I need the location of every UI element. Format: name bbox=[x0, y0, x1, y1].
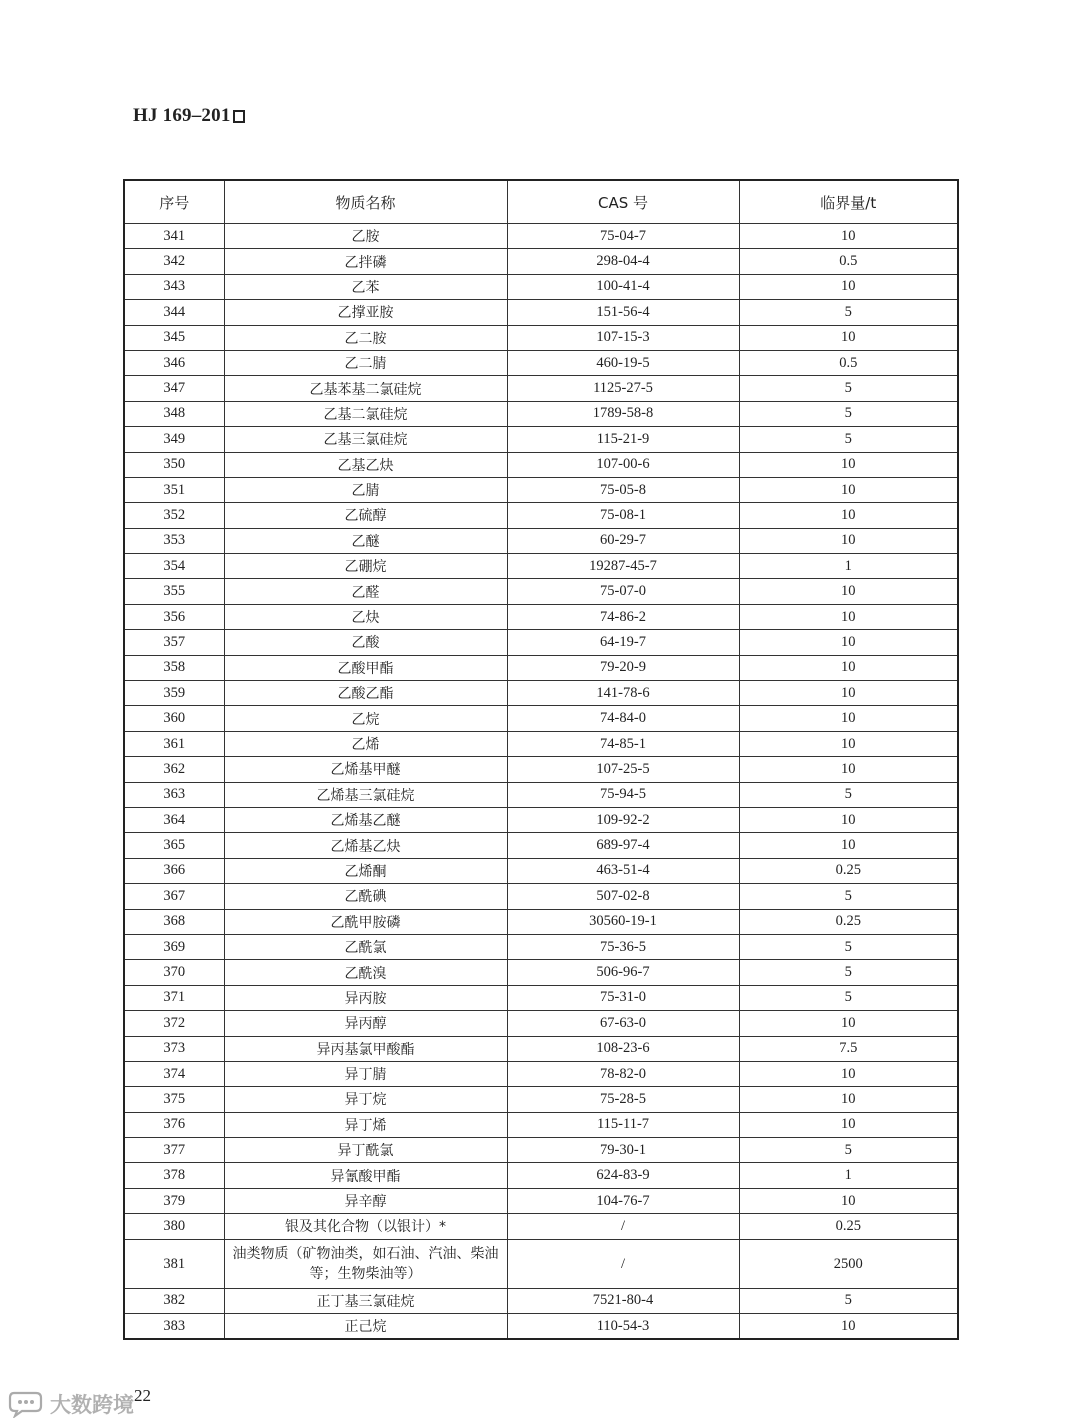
cell-cas-number: 115-11-7 bbox=[507, 1112, 739, 1137]
cell-cas-number: 1789-58-8 bbox=[507, 401, 739, 426]
cell-substance-name: 正丁基三氯硅烷 bbox=[224, 1288, 507, 1313]
cell-serial-number: 347 bbox=[124, 376, 224, 401]
table-row bbox=[124, 376, 958, 401]
table-row bbox=[124, 477, 958, 502]
cell-serial-number: 370 bbox=[124, 960, 224, 985]
table-row bbox=[124, 325, 958, 350]
cell-serial-number: 378 bbox=[124, 1163, 224, 1188]
cell-serial-number: 360 bbox=[124, 706, 224, 731]
cell-substance-name: 乙酰碘 bbox=[224, 884, 507, 909]
cell-cas-number: 75-07-0 bbox=[507, 579, 739, 604]
cell-cas-number: 107-00-6 bbox=[507, 452, 739, 477]
table-row bbox=[124, 960, 958, 985]
cell-threshold-quantity: 10 bbox=[739, 274, 958, 299]
cell-substance-name: 乙基三氯硅烷 bbox=[224, 427, 507, 452]
cell-cas-number: 689-97-4 bbox=[507, 833, 739, 858]
cell-threshold-quantity: 10 bbox=[739, 477, 958, 502]
cell-serial-number: 380 bbox=[124, 1214, 224, 1239]
cell-threshold-quantity: 10 bbox=[739, 1112, 958, 1137]
cell-cas-number: 624-83-9 bbox=[507, 1163, 739, 1188]
cell-substance-name: 异辛醇 bbox=[224, 1188, 507, 1213]
cell-threshold-quantity: 5 bbox=[739, 985, 958, 1010]
cell-serial-number: 374 bbox=[124, 1061, 224, 1086]
cell-serial-number: 364 bbox=[124, 807, 224, 832]
cell-threshold-quantity: 0.25 bbox=[739, 858, 958, 883]
cell-cas-number: 75-36-5 bbox=[507, 934, 739, 959]
table-row bbox=[124, 528, 958, 553]
table-row bbox=[124, 503, 958, 528]
cell-cas-number: 74-84-0 bbox=[507, 706, 739, 731]
cell-serial-number: 348 bbox=[124, 401, 224, 426]
cell-substance-name: 乙烷 bbox=[224, 706, 507, 731]
cell-serial-number: 369 bbox=[124, 934, 224, 959]
document-code bbox=[133, 105, 245, 127]
page-number: 22 bbox=[134, 1386, 151, 1405]
cell-cas-number: 75-94-5 bbox=[507, 782, 739, 807]
cell-threshold-quantity: 5 bbox=[739, 1288, 958, 1313]
cell-threshold-quantity: 10 bbox=[739, 630, 958, 655]
cell-serial-number: 379 bbox=[124, 1188, 224, 1213]
cell-substance-name: 异丁烯 bbox=[224, 1112, 507, 1137]
table-row bbox=[124, 1163, 958, 1188]
cell-cas-number: / bbox=[507, 1214, 739, 1239]
cell-threshold-quantity: 0.25 bbox=[739, 909, 958, 934]
watermark bbox=[8, 1389, 134, 1419]
cell-threshold-quantity: 10 bbox=[739, 1061, 958, 1086]
cell-serial-number: 344 bbox=[124, 300, 224, 325]
cell-substance-name: 乙拌磷 bbox=[224, 249, 507, 274]
cell-threshold-quantity: 0.5 bbox=[739, 249, 958, 274]
cell-substance-name: 乙二腈 bbox=[224, 350, 507, 375]
cell-substance-name: 异丁腈 bbox=[224, 1061, 507, 1086]
cell-serial-number: 383 bbox=[124, 1314, 224, 1340]
cell-threshold-quantity: 5 bbox=[739, 1138, 958, 1163]
cell-serial-number: 382 bbox=[124, 1288, 224, 1313]
cell-substance-name: 乙酸乙酯 bbox=[224, 681, 507, 706]
cell-substance-name: 乙酰甲胺磷 bbox=[224, 909, 507, 934]
table-row bbox=[124, 1061, 958, 1086]
cell-serial-number: 356 bbox=[124, 604, 224, 629]
cell-threshold-quantity: 5 bbox=[739, 884, 958, 909]
cell-threshold-quantity: 1 bbox=[739, 1163, 958, 1188]
table-row bbox=[124, 427, 958, 452]
cell-substance-name: 乙烯酮 bbox=[224, 858, 507, 883]
cell-cas-number: 78-82-0 bbox=[507, 1061, 739, 1086]
table-row bbox=[124, 731, 958, 756]
cell-cas-number: 19287-45-7 bbox=[507, 554, 739, 579]
cell-substance-name: 乙硫醇 bbox=[224, 503, 507, 528]
cell-substance-name: 乙胺 bbox=[224, 224, 507, 249]
cell-serial-number: 351 bbox=[124, 477, 224, 502]
table-row bbox=[124, 630, 958, 655]
cell-serial-number: 366 bbox=[124, 858, 224, 883]
cell-cas-number: 67-63-0 bbox=[507, 1011, 739, 1036]
document-code-text: HJ 169–201 bbox=[133, 105, 231, 126]
cell-substance-name: 异丙基氯甲酸酯 bbox=[224, 1036, 507, 1061]
cell-serial-number: 363 bbox=[124, 782, 224, 807]
cell-serial-number: 346 bbox=[124, 350, 224, 375]
cell-serial-number: 368 bbox=[124, 909, 224, 934]
column-header-name: 物质名称 bbox=[224, 180, 507, 224]
column-header-quantity: 临界量/t bbox=[739, 180, 958, 224]
cell-serial-number: 343 bbox=[124, 274, 224, 299]
cell-cas-number: 507-02-8 bbox=[507, 884, 739, 909]
cell-substance-name: 银及其化合物（以银计）* bbox=[224, 1214, 507, 1239]
cell-cas-number: 30560-19-1 bbox=[507, 909, 739, 934]
table-row bbox=[124, 452, 958, 477]
table-body bbox=[124, 224, 958, 1340]
table-row bbox=[124, 249, 958, 274]
table-header-row bbox=[124, 180, 958, 224]
cell-substance-name: 乙腈 bbox=[224, 477, 507, 502]
cell-threshold-quantity: 5 bbox=[739, 401, 958, 426]
cell-cas-number: 107-15-3 bbox=[507, 325, 739, 350]
cell-serial-number: 357 bbox=[124, 630, 224, 655]
cell-serial-number: 362 bbox=[124, 757, 224, 782]
cell-substance-name: 异氰酸甲酯 bbox=[224, 1163, 507, 1188]
cell-threshold-quantity: 10 bbox=[739, 1087, 958, 1112]
cell-threshold-quantity: 10 bbox=[739, 1011, 958, 1036]
cell-threshold-quantity: 10 bbox=[739, 681, 958, 706]
table-row bbox=[124, 1314, 958, 1340]
table-row bbox=[124, 1112, 958, 1137]
cell-serial-number: 372 bbox=[124, 1011, 224, 1036]
table-row bbox=[124, 1188, 958, 1213]
cell-cas-number: 109-92-2 bbox=[507, 807, 739, 832]
cell-substance-name: 乙烯基三氯硅烷 bbox=[224, 782, 507, 807]
cell-cas-number: 104-76-7 bbox=[507, 1188, 739, 1213]
cell-threshold-quantity: 0.25 bbox=[739, 1214, 958, 1239]
table-row bbox=[124, 884, 958, 909]
cell-serial-number: 353 bbox=[124, 528, 224, 553]
cell-substance-name: 乙酰溴 bbox=[224, 960, 507, 985]
cell-cas-number: 298-04-4 bbox=[507, 249, 739, 274]
cell-threshold-quantity: 2500 bbox=[739, 1239, 958, 1288]
watermark-text: 大数跨境 bbox=[50, 1393, 134, 1417]
cell-threshold-quantity: 10 bbox=[739, 833, 958, 858]
cell-serial-number: 352 bbox=[124, 503, 224, 528]
cell-substance-name: 异丁烷 bbox=[224, 1087, 507, 1112]
cell-substance-name: 乙硼烷 bbox=[224, 554, 507, 579]
cell-cas-number: 60-29-7 bbox=[507, 528, 739, 553]
table-row bbox=[124, 655, 958, 680]
cell-substance-name: 乙烯基乙炔 bbox=[224, 833, 507, 858]
cell-cas-number: 7521-80-4 bbox=[507, 1288, 739, 1313]
table-row bbox=[124, 985, 958, 1010]
cell-threshold-quantity: 10 bbox=[739, 452, 958, 477]
cell-cas-number: 108-23-6 bbox=[507, 1036, 739, 1061]
speech-bubble-logo-icon bbox=[8, 1390, 44, 1418]
cell-substance-name: 乙酸 bbox=[224, 630, 507, 655]
cell-cas-number: 151-56-4 bbox=[507, 300, 739, 325]
cell-substance-name: 正己烷 bbox=[224, 1314, 507, 1340]
cell-cas-number: 115-21-9 bbox=[507, 427, 739, 452]
cell-threshold-quantity: 10 bbox=[739, 1314, 958, 1340]
table-row bbox=[124, 1036, 958, 1061]
table-row bbox=[124, 909, 958, 934]
cell-substance-name: 乙烯 bbox=[224, 731, 507, 756]
column-header-cas: CAS 号 bbox=[507, 180, 739, 224]
cell-substance-name: 异丁酰氯 bbox=[224, 1138, 507, 1163]
substance-threshold-table bbox=[123, 179, 959, 1340]
cell-cas-number: 506-96-7 bbox=[507, 960, 739, 985]
cell-threshold-quantity: 5 bbox=[739, 782, 958, 807]
cell-cas-number: 460-19-5 bbox=[507, 350, 739, 375]
cell-serial-number: 345 bbox=[124, 325, 224, 350]
cell-substance-name: 乙酰氯 bbox=[224, 934, 507, 959]
cell-serial-number: 375 bbox=[124, 1087, 224, 1112]
cell-serial-number: 361 bbox=[124, 731, 224, 756]
table-row bbox=[124, 1011, 958, 1036]
table-row bbox=[124, 300, 958, 325]
cell-cas-number: 64-19-7 bbox=[507, 630, 739, 655]
cell-serial-number: 354 bbox=[124, 554, 224, 579]
cell-cas-number: 79-20-9 bbox=[507, 655, 739, 680]
cell-serial-number: 342 bbox=[124, 249, 224, 274]
cell-threshold-quantity: 10 bbox=[739, 528, 958, 553]
cell-cas-number: 75-05-8 bbox=[507, 477, 739, 502]
cell-substance-name: 乙醚 bbox=[224, 528, 507, 553]
cell-substance-name: 乙烯基乙醚 bbox=[224, 807, 507, 832]
table-row bbox=[124, 350, 958, 375]
cell-substance-name: 油类物质（矿物油类，如石油、汽油、柴油等；生物柴油等） bbox=[224, 1239, 507, 1288]
cell-serial-number: 371 bbox=[124, 985, 224, 1010]
cell-cas-number: 74-85-1 bbox=[507, 731, 739, 756]
column-header-no: 序号 bbox=[124, 180, 224, 224]
cell-substance-name: 乙酸甲酯 bbox=[224, 655, 507, 680]
cell-cas-number: 75-08-1 bbox=[507, 503, 739, 528]
table-row bbox=[124, 274, 958, 299]
cell-serial-number: 376 bbox=[124, 1112, 224, 1137]
cell-substance-name: 乙醛 bbox=[224, 579, 507, 604]
cell-threshold-quantity: 5 bbox=[739, 960, 958, 985]
cell-substance-name: 乙基二氯硅烷 bbox=[224, 401, 507, 426]
cell-threshold-quantity: 10 bbox=[739, 224, 958, 249]
cell-serial-number: 350 bbox=[124, 452, 224, 477]
table-row bbox=[124, 833, 958, 858]
cell-cas-number: 141-78-6 bbox=[507, 681, 739, 706]
table-row bbox=[124, 706, 958, 731]
table-row bbox=[124, 782, 958, 807]
cell-substance-name: 乙基乙炔 bbox=[224, 452, 507, 477]
cell-cas-number: 110-54-3 bbox=[507, 1314, 739, 1340]
cell-serial-number: 349 bbox=[124, 427, 224, 452]
cell-substance-name: 乙撑亚胺 bbox=[224, 300, 507, 325]
table-row bbox=[124, 681, 958, 706]
cell-threshold-quantity: 10 bbox=[739, 757, 958, 782]
cell-threshold-quantity: 5 bbox=[739, 934, 958, 959]
cell-substance-name: 乙二胺 bbox=[224, 325, 507, 350]
cell-substance-name: 乙烯基甲醚 bbox=[224, 757, 507, 782]
cell-cas-number: / bbox=[507, 1239, 739, 1288]
cell-threshold-quantity: 10 bbox=[739, 706, 958, 731]
cell-threshold-quantity: 5 bbox=[739, 300, 958, 325]
cell-substance-name: 异丙胺 bbox=[224, 985, 507, 1010]
cell-threshold-quantity: 5 bbox=[739, 376, 958, 401]
table-row bbox=[124, 1288, 958, 1313]
cell-cas-number: 75-04-7 bbox=[507, 224, 739, 249]
cell-threshold-quantity: 10 bbox=[739, 503, 958, 528]
cell-threshold-quantity: 10 bbox=[739, 731, 958, 756]
cell-threshold-quantity: 1 bbox=[739, 554, 958, 579]
cell-threshold-quantity: 10 bbox=[739, 325, 958, 350]
cell-cas-number: 75-31-0 bbox=[507, 985, 739, 1010]
cell-cas-number: 74-86-2 bbox=[507, 604, 739, 629]
cell-serial-number: 358 bbox=[124, 655, 224, 680]
cell-threshold-quantity: 10 bbox=[739, 604, 958, 629]
cell-serial-number: 367 bbox=[124, 884, 224, 909]
table-row bbox=[124, 224, 958, 249]
cell-cas-number: 100-41-4 bbox=[507, 274, 739, 299]
missing-glyph-box-icon bbox=[233, 110, 245, 123]
cell-cas-number: 1125-27-5 bbox=[507, 376, 739, 401]
table-row bbox=[124, 1087, 958, 1112]
cell-threshold-quantity: 5 bbox=[739, 427, 958, 452]
cell-cas-number: 75-28-5 bbox=[507, 1087, 739, 1112]
table-row bbox=[124, 934, 958, 959]
cell-threshold-quantity: 10 bbox=[739, 655, 958, 680]
cell-threshold-quantity: 10 bbox=[739, 1188, 958, 1213]
table-row bbox=[124, 858, 958, 883]
cell-serial-number: 377 bbox=[124, 1138, 224, 1163]
cell-serial-number: 355 bbox=[124, 579, 224, 604]
cell-cas-number: 79-30-1 bbox=[507, 1138, 739, 1163]
cell-substance-name: 乙苯 bbox=[224, 274, 507, 299]
cell-cas-number: 463-51-4 bbox=[507, 858, 739, 883]
table-row bbox=[124, 757, 958, 782]
cell-serial-number: 373 bbox=[124, 1036, 224, 1061]
cell-serial-number: 359 bbox=[124, 681, 224, 706]
cell-threshold-quantity: 10 bbox=[739, 807, 958, 832]
cell-threshold-quantity: 0.5 bbox=[739, 350, 958, 375]
table-row bbox=[124, 554, 958, 579]
table-row bbox=[124, 1214, 958, 1239]
cell-threshold-quantity: 10 bbox=[739, 579, 958, 604]
table-row bbox=[124, 401, 958, 426]
cell-substance-name: 异丙醇 bbox=[224, 1011, 507, 1036]
table-row bbox=[124, 1138, 958, 1163]
cell-substance-name: 乙基苯基二氯硅烷 bbox=[224, 376, 507, 401]
table-row bbox=[124, 604, 958, 629]
table-row bbox=[124, 807, 958, 832]
cell-cas-number: 107-25-5 bbox=[507, 757, 739, 782]
cell-substance-name: 乙炔 bbox=[224, 604, 507, 629]
table-row bbox=[124, 579, 958, 604]
table-row bbox=[124, 1239, 958, 1288]
cell-threshold-quantity: 7.5 bbox=[739, 1036, 958, 1061]
cell-serial-number: 381 bbox=[124, 1239, 224, 1288]
cell-serial-number: 365 bbox=[124, 833, 224, 858]
cell-serial-number: 341 bbox=[124, 224, 224, 249]
